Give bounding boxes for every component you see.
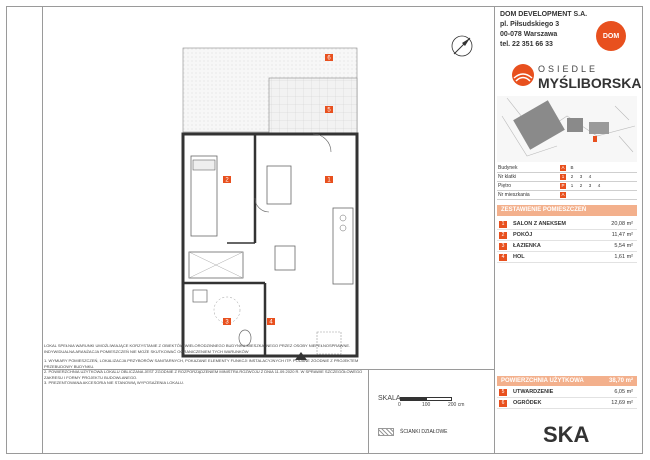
info-value: 4 <box>588 174 592 179</box>
info-value: 2 <box>570 174 574 179</box>
dom-logo: DOM <box>596 21 626 51</box>
info-value: 4 <box>597 183 601 188</box>
key-plan <box>497 96 637 162</box>
scale-tick: 200 cm <box>448 402 465 408</box>
sun-icon <box>510 62 536 88</box>
plan-label: 4 <box>269 319 273 326</box>
room-name: ŁAZIENKA <box>513 243 541 249</box>
room-name: HOL <box>513 254 525 260</box>
info-row-building <box>497 164 637 173</box>
floor-plan <box>183 48 375 360</box>
extra-area: 6,05 <box>614 389 626 395</box>
brand-main-text: MYŚLIBORSKA <box>538 75 642 91</box>
info-label: Nr mieszkania <box>497 191 559 200</box>
room-area: 5,54 <box>614 243 626 249</box>
kitchen-counter <box>333 208 353 284</box>
room-area: 20,08 <box>611 221 626 227</box>
plan-label: 6 <box>327 55 331 62</box>
extra-row: 5 UTWARDZENIE 6,05 m² <box>497 387 637 398</box>
legend <box>378 428 448 436</box>
legend-label: ŚCIANKI DZIAŁOWE <box>400 429 448 435</box>
info-label: Nr klatki <box>497 173 559 182</box>
plan-label: 2 <box>225 177 229 184</box>
room-row: 4 HOL 1,61 m² <box>497 252 637 263</box>
extra-area: 12,69 <box>611 400 626 406</box>
plan-label: 3 <box>225 319 229 326</box>
info-row-staircase <box>497 173 637 182</box>
room-row: 1 SALON Z ANEKSEM 20,08 m² <box>497 219 637 230</box>
extra-name: OGRÓDEK <box>513 400 542 406</box>
room-name: SALON Z ANEKSEM <box>513 221 566 227</box>
plan-label: 1 <box>327 177 331 184</box>
note-item: 3. PREZENTOWANA AKCESORIA NIE STANOWIĄ WYPOSAŻENIA LOKALU. <box>44 380 184 385</box>
company-name: DOM DEVELOPMENT S.A. <box>500 11 588 18</box>
room-list <box>497 219 637 263</box>
room-row: 3 ŁAZIENKA 5,54 m² <box>497 241 637 252</box>
info-label: Piętro <box>497 182 559 191</box>
usable-area-value: 38,70 m² <box>608 378 633 384</box>
hatch-swatch <box>378 428 394 436</box>
info-value: 2 <box>579 183 583 188</box>
scale-tick: 100 <box>422 402 431 408</box>
extra-name: UTWARDZENIE <box>513 389 554 395</box>
plan-label: 5 <box>327 107 331 114</box>
terrace-area <box>269 78 357 134</box>
room-area: 1,61 <box>614 254 626 260</box>
extra-row: 6 OGRÓDEK 12,69 m² <box>497 398 637 409</box>
dining-table <box>275 246 295 270</box>
info-value: A <box>561 165 565 170</box>
room-name: POKÓJ <box>513 232 533 238</box>
rooms-header: ZESTAWIENIE POMIESZCZEŃ <box>497 205 637 216</box>
washbasin <box>193 290 207 302</box>
room-row: 2 POKÓJ 11,47 m² <box>497 230 637 241</box>
scale-label: SKALA <box>378 395 401 402</box>
extra-area-list <box>497 387 637 409</box>
compass-icon <box>450 34 474 63</box>
company-street: pl. Piłsudskiego 3 <box>500 21 560 28</box>
info-value: A <box>561 192 565 197</box>
notes-scale-divider <box>368 369 369 454</box>
company-city: 00-078 Warszawa <box>500 31 558 38</box>
usable-area-label: POWIERZCHNIA UŻYTKOWA <box>501 378 584 384</box>
scale-tick: 0 <box>398 402 401 408</box>
notes <box>44 343 366 386</box>
info-value: B <box>570 165 574 170</box>
info-row-apartment <box>497 191 637 200</box>
ska-logo-text: SKA <box>543 422 590 447</box>
note-item: 2. POWIERZCHNIA UŻYTKOWA LOKALU OBLICZANA JEST ZGODNIE Z ROZPORZĄDZENIEM MINISTRA ROZWOJU Z DNIA 11.09.2020 R. W SPRAWIE SZCZEGÓŁOWEGO ZAKRESU I FORMY PROJEKTU BUDOWLANEGO. <box>44 369 363 380</box>
room-area: 11,47 <box>611 232 626 238</box>
left-margin-line <box>42 6 43 454</box>
apartment-info-table <box>497 164 637 200</box>
company-phone: tel. 22 351 66 33 <box>500 41 553 48</box>
sidebar-divider <box>494 6 495 454</box>
info-row-floor <box>497 182 637 191</box>
sofa <box>267 166 291 204</box>
notes-top: LOKAL SPEŁNIA WARUNKI UMOŻLIWIAJĄCE KORZYSTANIE Z OBIEKTÓW WIELORODZINNEGO BUDYNKU MIESZKALNEGO PRZEZ OSOBY NIEPEŁNOSPRAWNE. INDYWIDUALNA ARANŻACJA POMIESZCZEŃ NIE MOŻE SKUTKOWAĆ OGRANICZENIEM TYCH WARUNKÓW <box>44 343 351 354</box>
ska-logo <box>543 420 590 451</box>
info-label: Budynek <box>497 164 559 173</box>
info-value: 3 <box>588 183 592 188</box>
note-item: 1. WYMIARY POMIESZCZEŃ, LOKALIZACJA PRZYBORÓW SANITARNYCH, POKAZANE ELEMENTY FUNKCJI INSTALACYJNYCH ITP. PODANE ZGODNIE Z PROJEKTEM PRZEBUDOWY BUDYNKU. <box>44 358 359 369</box>
info-value: 1 <box>561 174 565 179</box>
info-value: 1 <box>570 183 574 188</box>
info-value: P <box>561 183 565 188</box>
info-value: 3 <box>579 174 583 179</box>
usable-area-bar <box>497 376 637 386</box>
company-info <box>500 10 587 50</box>
brand-top-text: OSIEDLE <box>538 64 599 74</box>
